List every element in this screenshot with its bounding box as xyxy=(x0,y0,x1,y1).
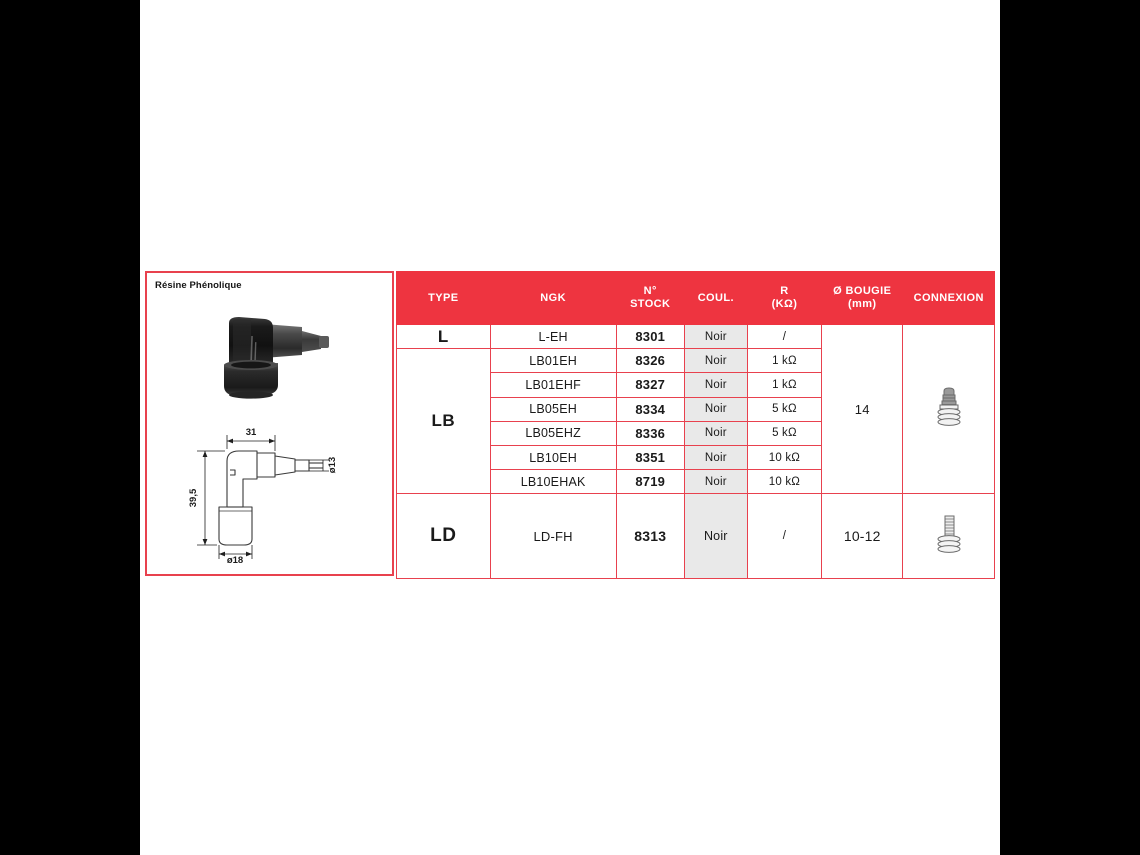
cell-resistance: / xyxy=(747,494,821,579)
header-diameter-label: Ø BOUGIE xyxy=(833,285,892,298)
letterbox-right xyxy=(1000,0,1140,855)
cell-ngk: LB10EHAK xyxy=(490,470,616,494)
header-stock-label: N° xyxy=(643,285,657,298)
header-connexion xyxy=(903,272,995,325)
header-type-label: TYPE xyxy=(428,291,459,304)
header-ngk-label: NGK xyxy=(540,291,566,304)
cell-couleur: Noir xyxy=(684,470,747,494)
cell-type: LB xyxy=(397,349,491,494)
connector-icon-wrapper xyxy=(903,387,994,431)
cell-ngk: LB10EH xyxy=(490,445,616,469)
cell-ngk: LB01EHF xyxy=(490,373,616,397)
cell-ngk: L-EH xyxy=(490,325,616,349)
cell-ngk: LB05EHZ xyxy=(490,421,616,445)
cell-connexion xyxy=(903,325,995,494)
cell-stock: 8719 xyxy=(616,470,684,494)
header-type xyxy=(397,272,491,325)
cell-stock: 8351 xyxy=(616,445,684,469)
cell-couleur: Noir xyxy=(684,373,747,397)
threaded-stud-ribbed-connector-icon xyxy=(932,387,966,431)
technical-drawing xyxy=(183,423,373,563)
cell-stock: 8336 xyxy=(616,421,684,445)
table-row xyxy=(397,494,995,579)
header-couleur-label: COUL. xyxy=(697,291,734,304)
table-row xyxy=(397,325,995,349)
cell-type: L xyxy=(397,325,491,349)
cell-couleur: Noir xyxy=(684,349,747,373)
header-diameter-sublabel: (mm) xyxy=(847,298,877,310)
header-resistance-sublabel: (KΩ) xyxy=(771,298,798,310)
header-ngk xyxy=(490,272,616,325)
table-body xyxy=(397,325,995,579)
cell-stock: 8313 xyxy=(616,494,684,579)
cell-resistance: 10 kΩ xyxy=(747,470,821,494)
content-panel xyxy=(140,0,1000,855)
cell-resistance: / xyxy=(747,325,821,349)
cell-resistance: 1 kΩ xyxy=(747,373,821,397)
product-spec-block xyxy=(145,271,995,576)
spec-table xyxy=(396,271,995,579)
header-stock xyxy=(616,272,684,325)
dimension-body-diameter: ø18 xyxy=(226,555,244,563)
cell-ngk: LB01EH xyxy=(490,349,616,373)
cell-couleur: Noir xyxy=(684,421,747,445)
illustration-panel xyxy=(145,271,394,576)
cell-resistance: 1 kΩ xyxy=(747,349,821,373)
dimension-height: 39,5 xyxy=(188,488,199,508)
header-resistance xyxy=(747,272,821,325)
cell-ngk: LB05EH xyxy=(490,397,616,421)
cell-couleur: Noir xyxy=(684,397,747,421)
straight-threaded-post-connector-icon xyxy=(932,514,966,558)
header-connexion-label: CONNEXION xyxy=(913,291,984,304)
cell-connexion xyxy=(903,494,995,579)
letterbox-left xyxy=(0,0,140,855)
dimension-terminal-diameter: ø13 xyxy=(327,456,338,474)
cell-diameter: 10-12 xyxy=(822,494,903,579)
panel-title: Résine Phénolique xyxy=(155,280,242,291)
cell-stock: 8327 xyxy=(616,373,684,397)
cell-resistance: 10 kΩ xyxy=(747,445,821,469)
table-header-row xyxy=(397,272,995,325)
header-couleur xyxy=(684,272,747,325)
cell-diameter: 14 xyxy=(822,325,903,494)
cell-stock: 8334 xyxy=(616,397,684,421)
header-diameter xyxy=(822,272,903,325)
cell-ngk: LD-FH xyxy=(490,494,616,579)
cell-type: LD xyxy=(397,494,491,579)
cell-resistance: 5 kΩ xyxy=(747,397,821,421)
cell-stock: 8326 xyxy=(616,349,684,373)
cell-couleur: Noir xyxy=(684,494,747,579)
header-stock-sublabel: STOCK xyxy=(630,298,671,310)
dimension-width: 31 xyxy=(245,427,257,438)
cell-resistance: 5 kΩ xyxy=(747,421,821,445)
spark-plug-cap-photo xyxy=(207,311,342,399)
cell-couleur: Noir xyxy=(684,445,747,469)
header-resistance-label: R xyxy=(780,285,789,298)
cell-stock: 8301 xyxy=(616,325,684,349)
cell-couleur: Noir xyxy=(684,325,747,349)
connector-icon-wrapper xyxy=(903,514,994,558)
